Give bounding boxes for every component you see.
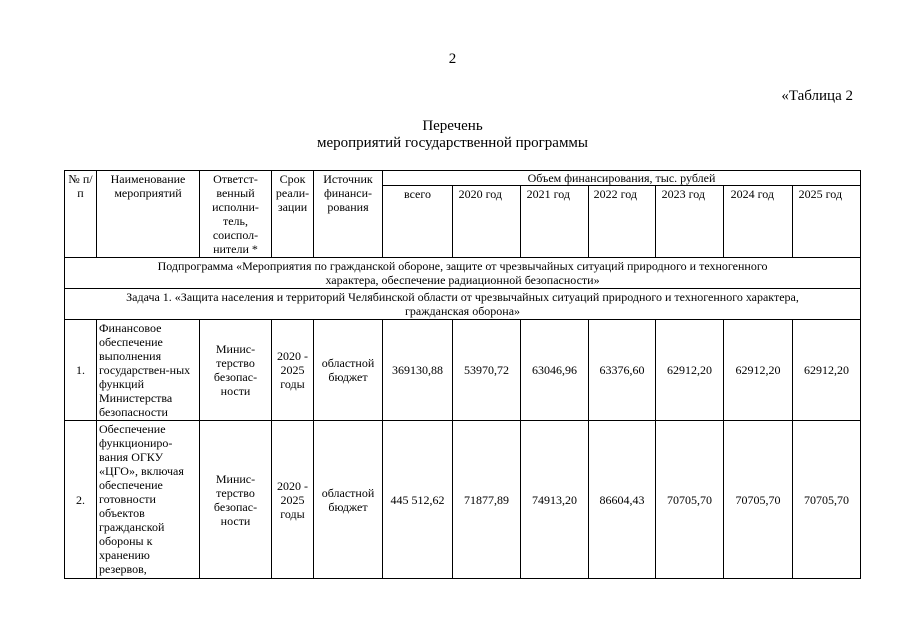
table-row [65,421,861,579]
row-source: областной бюджет [314,421,383,579]
row-2022: 86604,43 [589,421,656,579]
row-total: 369130,88 [383,320,453,421]
page-number: 2 [448,51,457,67]
row-number: 2. [65,421,97,579]
header-2024: 2024 год [724,186,793,258]
row-name: Обеспечение функциониро-вания ОГКУ «ЦГО», включая обеспечение готовности объектов гражданской обороны к хранению резервов, [97,421,200,579]
row-2020: 53970,72 [453,320,521,421]
header-no: № п/п [65,171,97,258]
row-2024: 62912,20 [724,320,793,421]
row-2023: 62912,20 [656,320,724,421]
row-source: областной бюджет [314,320,383,421]
activities-table [64,170,861,579]
header-2023: 2023 год [656,186,724,258]
row-responsible: Минис-терство безопас-ности [200,421,272,579]
title-line-2: мероприятий государственной программы [316,135,589,151]
row-term: 2020 - 2025 годы [272,421,314,579]
row-total: 445 512,62 [383,421,453,579]
row-2020: 71877,89 [453,421,521,579]
header-term: Срок реали-зации [272,171,314,258]
row-number: 1. [65,320,97,421]
header-funding-group: Объем финансирования, тыс. рублей [383,171,861,186]
header-2020: 2020 год [453,186,521,258]
header-2025: 2025 год [793,186,861,258]
table-row [65,320,861,421]
header-source: Источник финанси-рования [314,171,383,258]
header-responsible: Ответст-венный исполни-тель, соиспол-нители * [200,171,272,258]
row-2022: 63376,60 [589,320,656,421]
row-2021: 63046,96 [521,320,589,421]
header-name: Наименование мероприятий [97,171,200,258]
row-2023: 70705,70 [656,421,724,579]
row-name: Финансовое обеспечение выполнения государствен-ных функций Министерства безопасности [97,320,200,421]
row-2025: 62912,20 [793,320,861,421]
task-row: Задача 1. «Защита населения и территорий Челябинской области от чрезвычайных ситуаций природного и техногенного характера, гражданская оборона» [65,289,861,320]
row-2025: 70705,70 [793,421,861,579]
header-2022: 2022 год [589,186,656,258]
row-term: 2020 - 2025 годы [272,320,314,421]
header-2021: 2021 год [521,186,589,258]
row-2021: 74913,20 [521,421,589,579]
title-line-1: Перечень [422,118,483,134]
subprogram-row: Подпрограмма «Мероприятия по гражданской обороне, защите от чрезвычайных ситуаций природного и техногенного характера, обеспечение радиационной безопасности» [65,258,861,289]
document-title [0,118,905,152]
header-total: всего [383,186,453,258]
row-responsible: Минис-терство безопас-ности [200,320,272,421]
row-2024: 70705,70 [724,421,793,579]
table-label: «Таблица 2 [781,88,853,104]
